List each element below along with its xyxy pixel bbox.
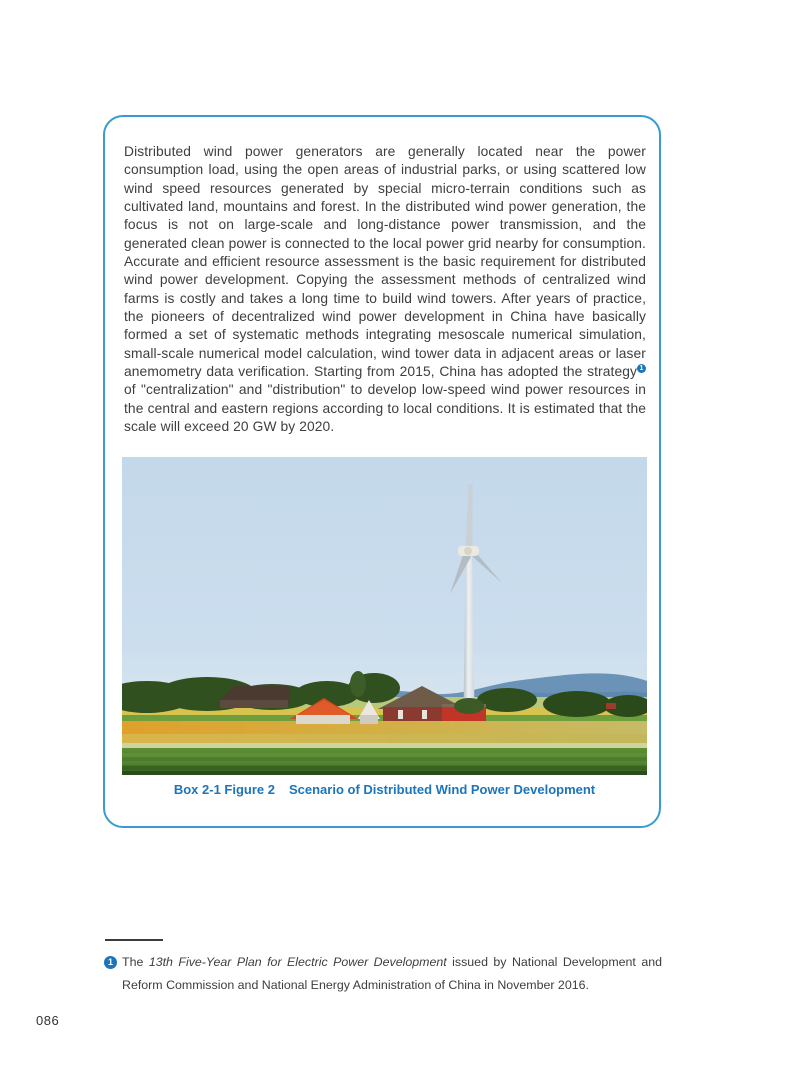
- farmhouse-door: [398, 710, 403, 719]
- grass-stripe-dark: [122, 766, 647, 770]
- grass-stripe-light2: [122, 761, 647, 765]
- paragraph-text-before-marker: Distributed wind power generators are generally located near the power consumption load, using the open areas of industrial parks, or using scattered low wind speed resources generated by special micro-terrain conditions such as cultivated land, mountains and forest. In the distributed wind power generation, the focus is not on large-scale and long-distance power transmission, and the generated clean power is connected to the local power grid nearby for consumption. Accurate and efficient resource assessment is the basic requirement for distributed wind power development. Copying the assessment methods of centralized wind farms is costly and takes a long time to build wind towers. After years of practice, the pioneers of decentralized wind power development in China have basically formed a set of systematic methods integrating mesoscale numerical simulation, small-scale numerical model calculation, wind tower data in adjacent areas or laser anemometry data verification. Starting from 2015, China has adopted the strategy: [124, 144, 646, 380]
- footnote-plan-title: 13th Five-Year Plan for Electric Power Development: [148, 955, 447, 969]
- footnote-text: [122, 951, 662, 997]
- footnote-text-rest: issued by National Development and Reform Commission and National Energy Administration of China in November 2016.: [122, 955, 662, 992]
- figure-caption: [122, 782, 647, 797]
- footnote-text-lead: The: [122, 955, 149, 969]
- sky: [122, 457, 647, 711]
- figure-caption-title: Scenario of Distributed Wind Power Development: [288, 782, 596, 797]
- figure-photo: [122, 457, 647, 775]
- footnote-number-icon: 1: [104, 956, 117, 969]
- figure-caption-label: Box 2-1 Figure 2: [173, 782, 275, 797]
- info-box: [103, 115, 661, 828]
- house-wall-white: [296, 715, 350, 724]
- grass-stripe-light: [122, 753, 647, 757]
- footnote-divider: [105, 939, 163, 941]
- gable-wall: [360, 715, 378, 724]
- page-number: 086: [36, 1013, 60, 1028]
- turbine-hub: [464, 547, 472, 555]
- wind-farm-photo-illustration: [122, 457, 647, 775]
- box-paragraph: [124, 143, 646, 437]
- footnote: [104, 951, 664, 997]
- grass-edge: [122, 771, 647, 775]
- farmhouse-door2: [422, 710, 427, 719]
- field-strip-orange: [122, 721, 647, 736]
- left-barn-wall: [220, 700, 288, 708]
- distant-red-building: [606, 703, 616, 709]
- paragraph-text-after-marker: of "centralization" and "distribution" to develop low-speed wind power resources in the central and eastern regions according to local conditions. It is estimated that the scale will exceed 20 GW by 2020.: [124, 382, 646, 435]
- bush-at-tower-base: [454, 698, 484, 714]
- footnote-reference-marker: 1: [637, 364, 646, 373]
